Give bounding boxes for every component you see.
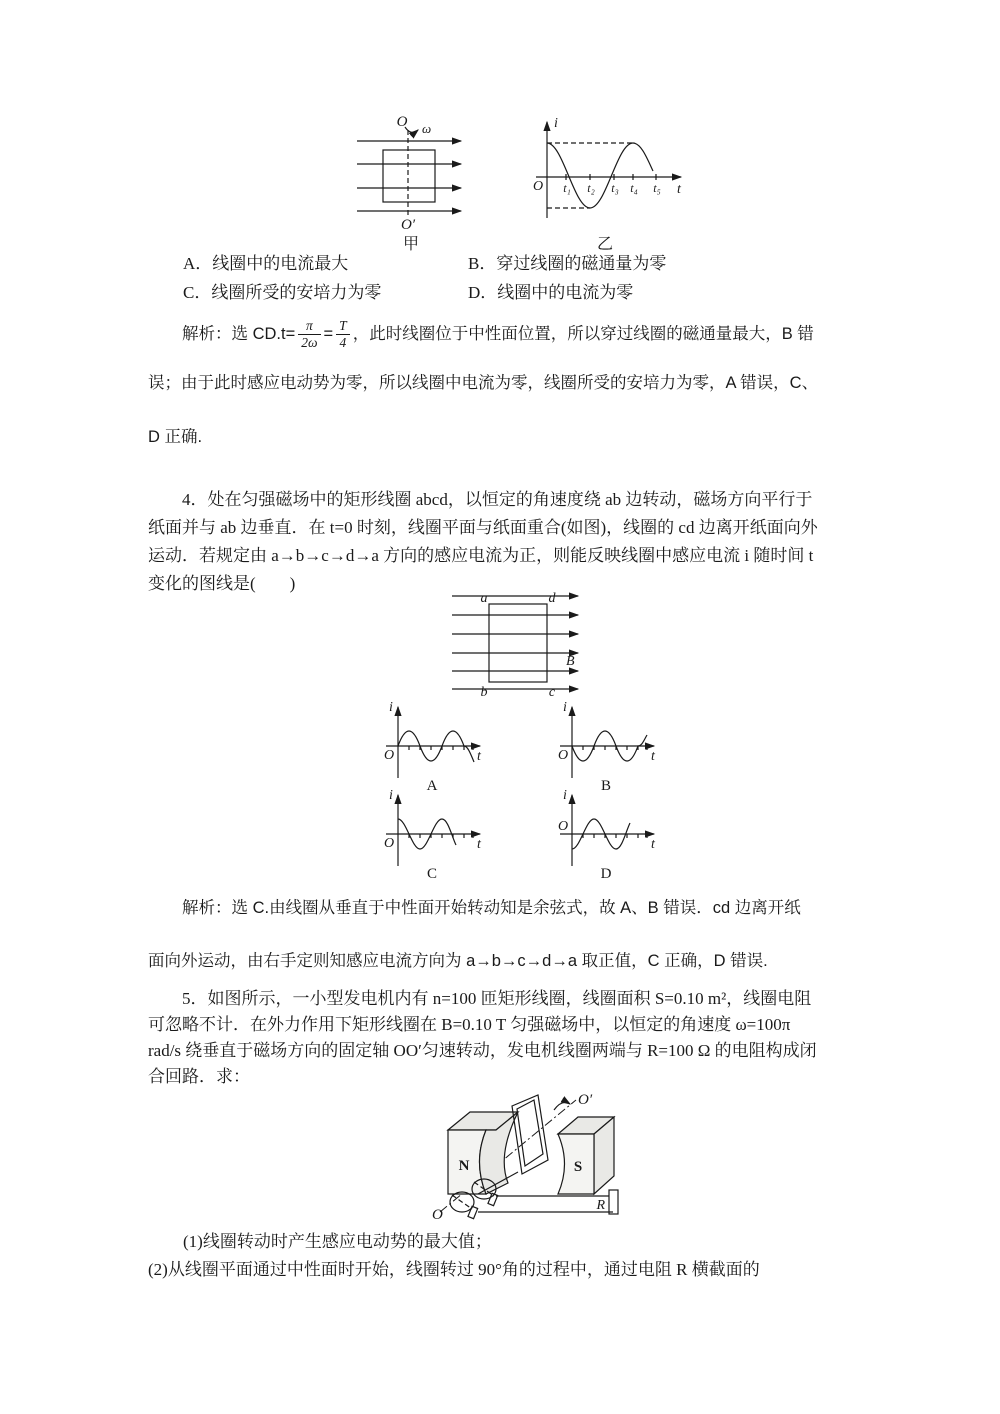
coil-rectangle: [489, 604, 547, 682]
solution-3-prefix: 解析：选 CD.t=: [182, 325, 296, 343]
corner-d-label: d: [548, 591, 556, 606]
corner-a-label: a: [480, 591, 488, 606]
solution-4-line-1: 解析：选 C.由线圈从垂直于中性面开始转动知是余弦式，故 A、B 错误．cd 边离开纸: [182, 899, 801, 917]
x-axis-label: t: [677, 182, 681, 197]
option-graph-b: [550, 700, 662, 792]
y-axis-label: i: [563, 788, 567, 803]
corner-b-label: b: [480, 685, 488, 700]
south-pole-label: S: [573, 1159, 583, 1175]
option-a: A．线圈中的电流最大: [183, 254, 349, 273]
external-circuit: [478, 1190, 618, 1214]
south-pole-magnet: [558, 1117, 614, 1194]
y-axis-label: i: [389, 788, 393, 803]
axis-bottom-label: O: [432, 1207, 443, 1223]
y-axis-label: i: [554, 116, 558, 131]
north-pole-label: N: [458, 1158, 470, 1174]
question-4-line-2: 纸面并与 ab 边垂直．在 t=0 时刻，线圈平面与纸面重合(如图)，线圈的 cd 边离开纸面向外: [148, 518, 818, 537]
question-5-line-4: 合回路．求：: [148, 1067, 250, 1086]
x-axis-label: t: [651, 749, 655, 764]
x-axis-label: t: [651, 837, 655, 852]
axis-top-label: O: [396, 114, 408, 130]
graph-label: A: [426, 778, 438, 794]
axis-bottom-label: O′: [400, 217, 416, 233]
svg-text:t₃: t₃: [611, 181, 619, 195]
x-axis-label: t: [477, 837, 481, 852]
option-d: D．线圈中的电流为零: [468, 283, 634, 302]
question-5-line-3: rad/s 绕垂直于磁场方向的固定轴 OO′匀速转动，发电机线圈两端与 R=100 Ω 的电阻构成闭: [148, 1041, 817, 1060]
question-4-line-1: 4．处在匀强磁场中的矩形线圈 abcd，以恒定的角速度绕 ab 边转动，磁场方向平行于: [182, 490, 813, 509]
fraction-T-over-4: $\frac{T}{4}$: [336, 318, 350, 350]
svg-text:t₂: t₂: [587, 181, 595, 195]
field-lines: [452, 596, 578, 689]
north-pole-magnet: [448, 1112, 518, 1194]
fig-generator: [426, 1090, 626, 1223]
svg-text:t₁: t₁: [563, 181, 571, 195]
fig-coil-abcd: [448, 592, 588, 700]
option-graph-a: [376, 700, 488, 792]
axis-top-label: O′: [578, 1092, 593, 1108]
option-c: C．线圈所受的安培力为零: [183, 283, 382, 302]
option-b: B．穿过线圈的磁通量为零: [468, 254, 667, 273]
fig-yi-caption: 乙: [596, 236, 613, 253]
rotation-arrow-icon: [554, 1102, 570, 1110]
x-axis-label: t: [477, 749, 481, 764]
origin-label: O: [533, 179, 544, 194]
solution-3-line-1: [148, 312, 814, 356]
question-5-line-1: 5．如图所示，一小型发电机内有 n=100 匝矩形线圈，线圈面积 S=0.10 m²，线圈电阻: [182, 989, 812, 1008]
fig-jia-caption: 甲: [402, 236, 419, 253]
fig-current-time-graph: [531, 114, 689, 226]
option-graph-c: [376, 788, 488, 880]
field-lines: [357, 141, 461, 211]
origin-label: O: [558, 748, 569, 763]
solution-3-line-2: 误；由于此时感应电动势为零，所以线圈中电流为零，线圈所受的安培力为零，A 错误，C、: [148, 374, 819, 392]
svg-text:t₄: t₄: [630, 181, 638, 195]
field-B-label: B: [566, 654, 575, 669]
option-graph-d: [550, 788, 662, 880]
question-5-line-2: 可忽略不计．在外力作用下矩形线圈在 B=0.10 T 匀强磁场中，以恒定的角速度 ω=100π: [148, 1015, 791, 1034]
cosine-curve: [547, 143, 653, 208]
question-4-line-4: 变化的图线是( ): [148, 574, 296, 593]
solution-3-line-3: D 正确.: [148, 428, 203, 446]
solution-4-line-2: 面向外运动，由右手定则知感应电流方向为 a→b→c→d→a 取正值，C 正确，D 错误.: [148, 952, 768, 970]
graph-label: D: [600, 866, 612, 882]
question-4-line-3: 运动．若规定由 a→b→c→d→a 方向的感应电流为正，则能反映线圈中感应电流 i 随时间 t: [148, 546, 814, 565]
y-axis-label: i: [563, 700, 567, 715]
fig-coil-front-view: [352, 112, 470, 232]
svg-text:t₅: t₅: [653, 181, 661, 195]
equals-sign: =: [323, 325, 334, 343]
fraction-pi-over-2omega: $\frac{\pi}{2\omega}$: [298, 318, 320, 350]
origin-label: O: [384, 836, 395, 851]
subquestion-1: (1)线圈转动时产生感应电动势的最大值；: [183, 1232, 492, 1251]
subquestion-2: (2)从线圈平面通过中性面时开始，线圈转过 90°角的过程中，通过电阻 R 横截面的: [148, 1260, 760, 1279]
resistor-label: R: [596, 1198, 605, 1213]
origin-label: O: [384, 748, 395, 763]
omega-label: ω: [422, 121, 432, 136]
graph-label: B: [600, 778, 612, 794]
corner-c-label: c: [548, 685, 556, 700]
solution-3-suffix: ，此时线圈位于中性面位置，所以穿过线圈的磁通量最大，B 错: [352, 325, 814, 343]
origin-label: O: [558, 819, 569, 834]
coil-square: [383, 150, 435, 202]
y-axis-label: i: [389, 700, 393, 715]
graph-label: C: [426, 866, 438, 882]
tick-labels: [563, 181, 661, 195]
